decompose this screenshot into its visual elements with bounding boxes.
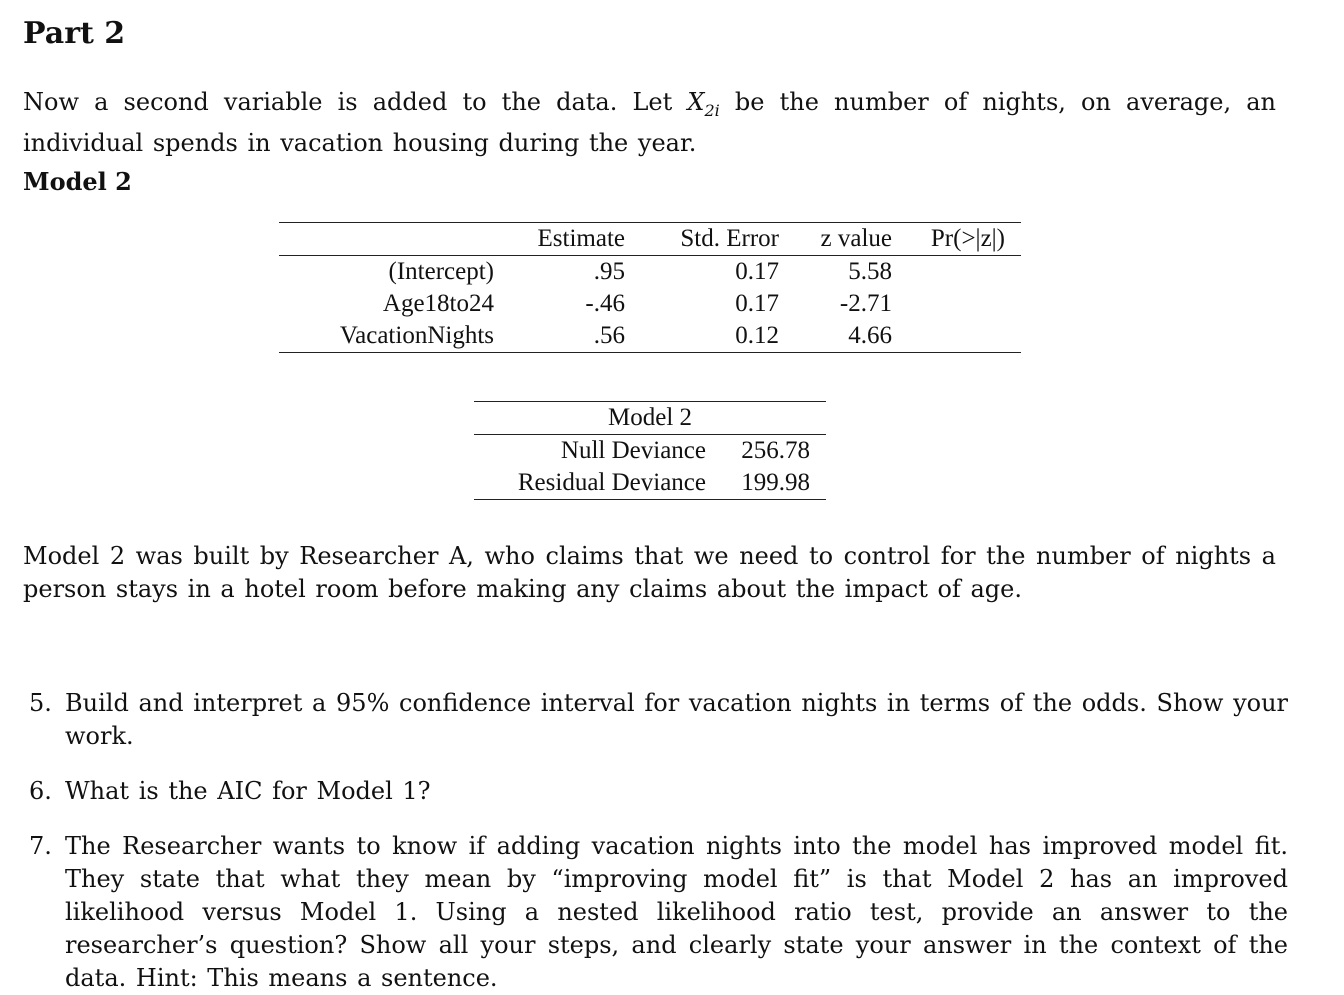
z-value-cell: 5.58: [848, 258, 892, 285]
p-value-cell: [892, 256, 1021, 289]
p-value-cell: [892, 320, 1021, 353]
question-number: 5.: [29, 689, 52, 717]
researcher-paragraph: Model 2 was built by Researcher A, who claims that we need to control for the number of nights a person stays in a hotel room before making any claims about the impact of age.: [23, 542, 1276, 603]
deviance-header-row: [474, 402, 826, 435]
question-number: 7.: [29, 832, 52, 860]
question-number: 6.: [29, 777, 52, 805]
coefficient-header-row: [279, 223, 1021, 256]
deviance-label: Null Deviance: [560, 437, 706, 464]
table-row: [279, 288, 1021, 320]
intro-text-before: Now a second variable is added to the data. Let: [23, 88, 688, 116]
table-row: [279, 256, 1021, 289]
std-error-cell: 0.17: [735, 290, 779, 317]
term-cell: Age18to24: [382, 290, 494, 317]
table-row: [474, 467, 826, 500]
estimate-cell: .95: [593, 258, 625, 285]
header-p-value: Pr(>|z|): [892, 223, 1021, 256]
z-value-cell: -2.71: [839, 290, 892, 317]
deviance-label: Residual Deviance: [474, 467, 706, 500]
variable-x2i: $X_{2i}$: [687, 88, 720, 120]
question-5: [23, 687, 1288, 753]
header-z-value: z value: [779, 223, 892, 256]
deviance-header: Model 2: [474, 402, 826, 435]
part-title: Part 2: [23, 16, 126, 51]
deviance-value: 199.98: [706, 467, 826, 500]
term-cell: VacationNights: [279, 320, 494, 353]
intro-text-after: be the number of nights, on average, an individual spends in vacation housing during the year.: [23, 88, 1276, 157]
question-text: Build and interpret a 95% confidence interval for vacation nights in terms of the odds. Show your work.: [65, 689, 1288, 750]
question-7: [23, 830, 1288, 995]
deviance-table: [474, 401, 826, 500]
estimate-cell: -.46: [585, 290, 625, 317]
table-row: [279, 320, 1021, 353]
header-term: [279, 223, 494, 256]
model-heading: Model 2: [23, 167, 132, 196]
z-value-cell: 4.66: [779, 320, 892, 353]
std-error-cell: 0.12: [625, 320, 779, 353]
header-std-error: Std. Error: [625, 223, 779, 256]
question-text: What is the AIC for Model 1?: [65, 777, 431, 805]
coefficient-table: [279, 222, 1021, 353]
intro-paragraph: [23, 86, 1276, 160]
std-error-cell: 0.17: [735, 258, 779, 285]
question-6: [23, 775, 1288, 808]
header-estimate: Estimate: [494, 223, 625, 256]
question-list: [23, 687, 1288, 995]
p-value-cell: [892, 288, 1021, 320]
term-cell: (Intercept): [388, 258, 494, 285]
deviance-value: 256.78: [741, 437, 810, 464]
question-text: The Researcher wants to know if adding vacation nights into the model has improved model fit. They state that what they mean by “improving model fit” is that Model 2 has an improved likelihood versus Model 1. Using a nested likelihood ratio test, provide an answer to the researcher’s question? Show all your steps, and clearly state your answer in the context of the data. Hint: This means a sentence.: [65, 832, 1288, 992]
table-row: [474, 435, 826, 468]
estimate-cell: .56: [494, 320, 625, 353]
